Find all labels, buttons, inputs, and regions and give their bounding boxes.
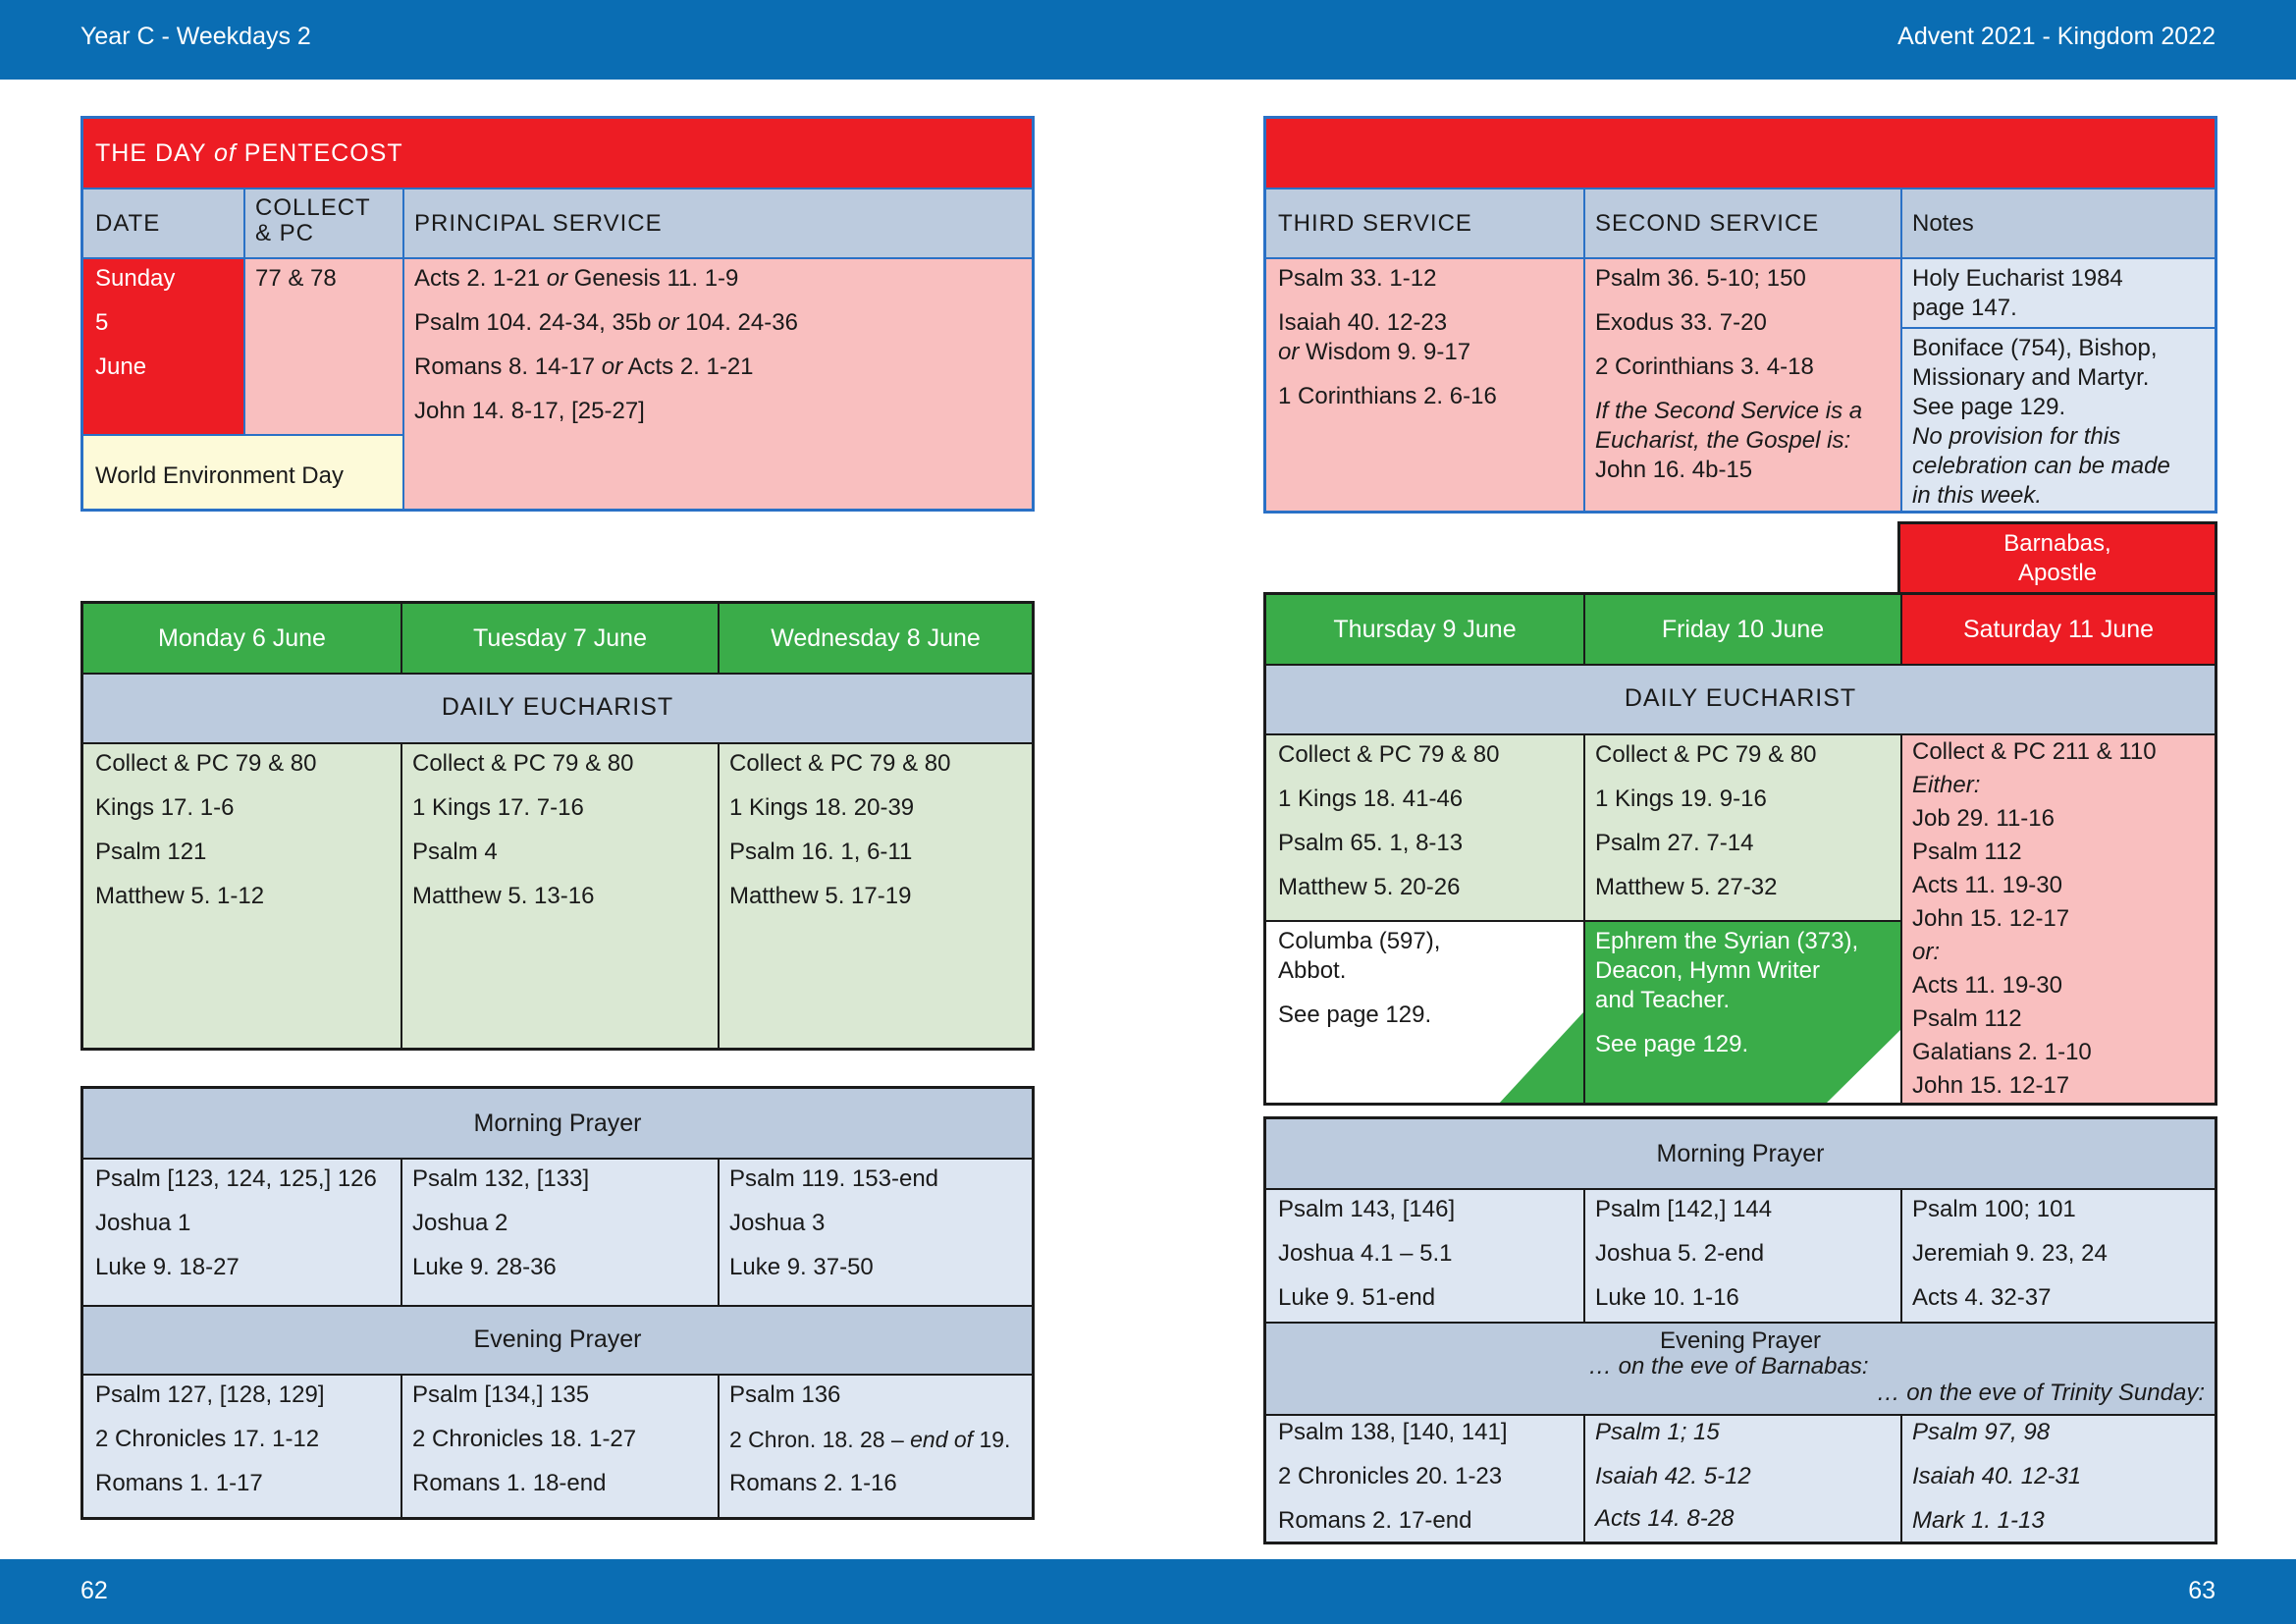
principal-service-cell: Acts 2. 1-21 or Genesis 11. 1-9 Psalm 104. 24-34, 35b or 104. 24-36 Romans 8. 14-17 or Acts 2. 1-21 John 14. 8-17, [25-27] (402, 257, 1032, 509)
eucharist-thursday: Collect & PC 79 & 80 1 Kings 18. 41-46 Psalm 65. 1, 8-13 Matthew 5. 20-26 (1266, 733, 1583, 920)
barnabas-badge: Barnabas, Apostle (1897, 521, 2217, 594)
eucharist-monday: Collect & PC 79 & 80 Kings 17. 1-6 Psalm 121 Matthew 5. 1-12 (83, 742, 400, 1048)
page-number-right: 63 (2188, 1577, 2216, 1604)
pentecost-title: THE DAY of PENTECOST (83, 119, 1032, 188)
ep-wednesday: Psalm 136 2 Chron. 18. 28 – end of 19. Romans 2. 1-16 (718, 1374, 1032, 1517)
ep-tuesday: Psalm [134,] 135 2 Chronicles 18. 1-27 Romans 1. 18-end (400, 1374, 718, 1517)
col-header-principal: PRINCIPAL SERVICE (402, 188, 1032, 257)
ep-friday: Psalm 1; 15 Isaiah 42. 5-12 Acts 14. 8-28 (1583, 1414, 1900, 1542)
mp-friday: Psalm [142,] 144 Joshua 5. 2-end Luke 10. 1-16 (1583, 1188, 1900, 1322)
col-header-collect: COLLECT & PC (243, 188, 402, 257)
day-header-monday: Monday 6 June (83, 604, 400, 673)
mp-monday: Psalm [123, 124, 125,] 126 Joshua 1 Luke 9. 18-27 (83, 1158, 400, 1305)
col-header-notes: Notes (1900, 188, 2215, 257)
bottom-band (0, 1559, 2296, 1624)
day-header-thursday: Thursday 9 June (1266, 595, 1583, 664)
eucharist-table-left (80, 601, 1035, 1051)
mp-wednesday: Psalm 119. 153-end Joshua 3 Luke 9. 37-50 (718, 1158, 1032, 1305)
header-left: Year C - Weekdays 2 (80, 23, 311, 50)
prayer-table-right (1263, 1116, 2217, 1544)
col-header-second: SECOND SERVICE (1583, 188, 1900, 257)
header-right: Advent 2021 - Kingdom 2022 (1897, 23, 2216, 50)
mp-tuesday: Psalm 132, [133] Joshua 2 Luke 9. 28-36 (400, 1158, 718, 1305)
day-header-tuesday: Tuesday 7 June (400, 604, 718, 673)
ep-monday: Psalm 127, [128, 129] 2 Chronicles 17. 1-12 Romans 1. 1-17 (83, 1374, 400, 1517)
morning-prayer-label-left: Morning Prayer (83, 1089, 1032, 1158)
thursday-commemoration: Columba (597), Abbot. See page 129. (1266, 920, 1583, 1103)
prayer-table-left (80, 1086, 1035, 1520)
day-header-wednesday: Wednesday 8 June (718, 604, 1032, 673)
friday-commemoration: Ephrem the Syrian (373), Deacon, Hymn Writer and Teacher. See page 129. (1583, 920, 1900, 1103)
col-header-third: THIRD SERVICE (1266, 188, 1583, 257)
pentecost-table (80, 116, 1035, 512)
mp-thursday: Psalm 143, [146] Joshua 4.1 – 5.1 Luke 9. 51-end (1266, 1188, 1583, 1322)
eucharist-saturday: Collect & PC 211 & 110 Either: Job 29. 11-16 Psalm 112 Acts 11. 19-30 John 15. 12-17 or: Acts 11. 19-30 Psalm 112 Galatians 2. 1-10 John 15. 12-17 (1900, 733, 2215, 1103)
notes-cell-1: Holy Eucharist 1984 page 147. (1900, 257, 2215, 327)
eucharist-table-right (1263, 592, 2217, 1106)
special-day-cell: World Environment Day (83, 434, 402, 509)
daily-eucharist-label-right: DAILY EUCHARIST (1266, 664, 2215, 733)
evening-prayer-label-right: Evening Prayer … on the eve of Barnabas: … on the eve of Trinity Sunday: (1266, 1322, 2215, 1414)
page-number-left: 62 (80, 1577, 108, 1604)
date-cell: Sunday 5 June (83, 257, 243, 434)
mp-saturday: Psalm 100; 101 Jeremiah 9. 23, 24 Acts 4. 32-37 (1900, 1188, 2215, 1322)
services-title-bar (1266, 119, 2215, 188)
day-header-friday: Friday 10 June (1583, 595, 1900, 664)
eucharist-friday: Collect & PC 79 & 80 1 Kings 19. 9-16 Psalm 27. 7-14 Matthew 5. 27-32 (1583, 733, 1900, 920)
ep-thursday: Psalm 138, [140, 141] 2 Chronicles 20. 1-23 Romans 2. 17-end (1266, 1414, 1583, 1542)
morning-prayer-label-right: Morning Prayer (1266, 1119, 2215, 1188)
third-service-cell: Psalm 33. 1-12 Isaiah 40. 12-23 or Wisdom 9. 9-17 1 Corinthians 2. 6-16 (1266, 257, 1583, 511)
eucharist-tuesday: Collect & PC 79 & 80 1 Kings 17. 7-16 Psalm 4 Matthew 5. 13-16 (400, 742, 718, 1048)
notes-cell-2: Boniface (754), Bishop, Missionary and Martyr. See page 129. No provision for this celebration can be made in this week. (1900, 327, 2215, 511)
col-header-date: DATE (83, 188, 243, 257)
second-service-cell: Psalm 36. 5-10; 150 Exodus 33. 7-20 2 Corinthians 3. 4-18 If the Second Service is a Eucharist, the Gospel is: John 16. 4b-15 (1583, 257, 1900, 511)
daily-eucharist-label-left: DAILY EUCHARIST (83, 673, 1032, 742)
top-band (0, 0, 2296, 80)
eucharist-wednesday: Collect & PC 79 & 80 1 Kings 18. 20-39 Psalm 16. 1, 6-11 Matthew 5. 17-19 (718, 742, 1032, 1048)
evening-prayer-label-left: Evening Prayer (83, 1305, 1032, 1374)
ep-saturday: Psalm 97, 98 Isaiah 40. 12-31 Mark 1. 1-13 (1900, 1414, 2215, 1542)
collect-cell: 77 & 78 (243, 257, 402, 434)
services-table (1263, 116, 2217, 514)
day-header-saturday: Saturday 11 June (1900, 595, 2215, 664)
